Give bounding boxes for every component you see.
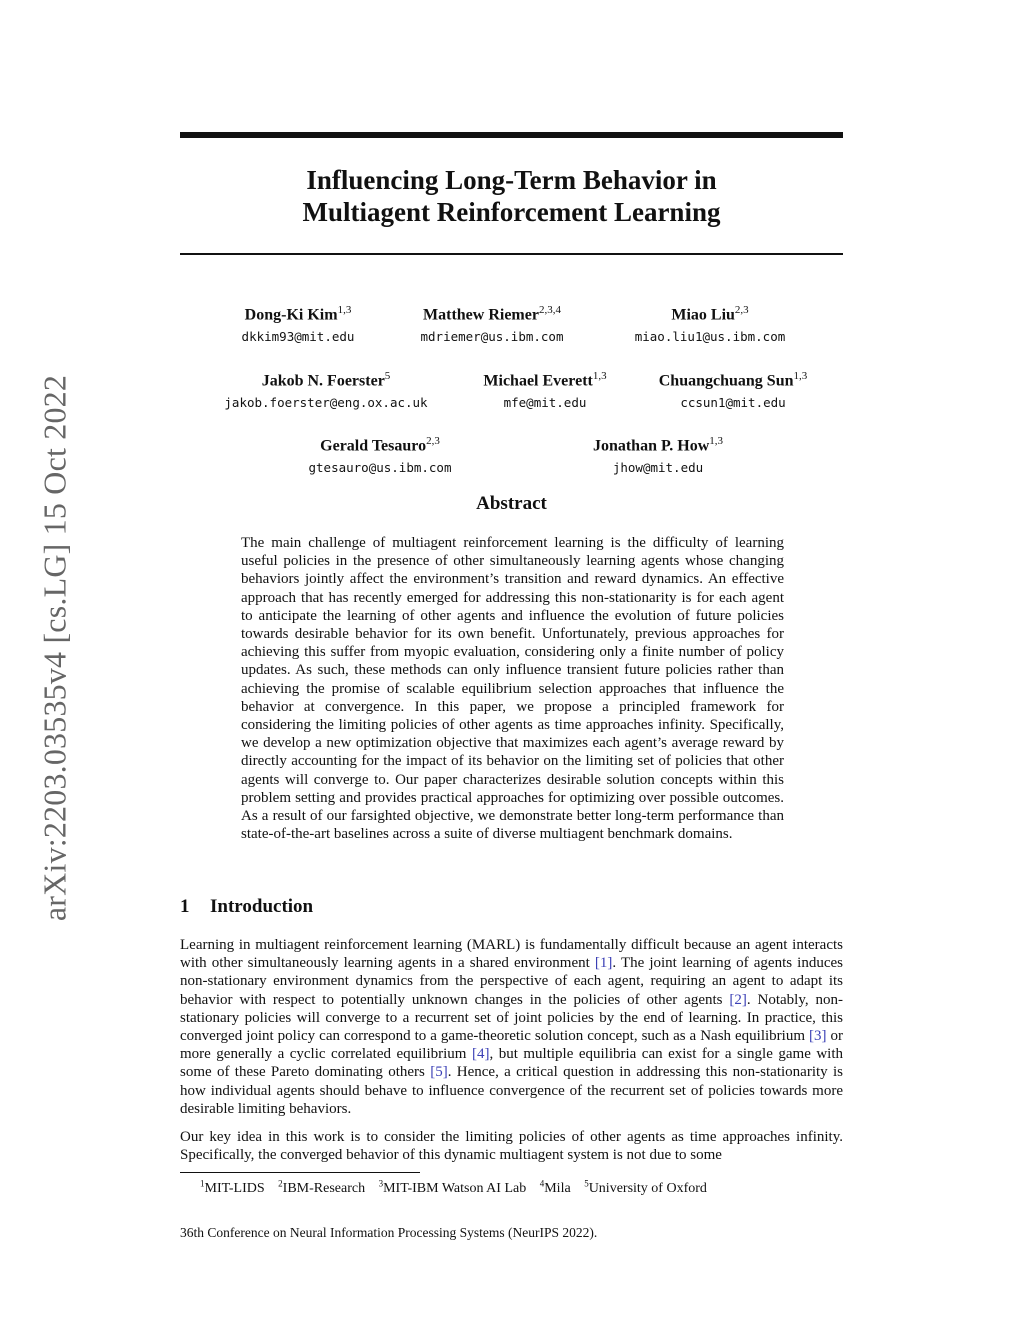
affiliation-footnotes xyxy=(200,1178,717,1197)
author-block xyxy=(528,432,788,475)
title-bottom-rule xyxy=(180,253,843,255)
footnote-item: $^5$University of Oxford xyxy=(584,1178,707,1196)
paper-title xyxy=(180,164,843,228)
citation-link[interactable]: [1] xyxy=(594,955,613,972)
section-number: 1 xyxy=(180,896,190,917)
author-name: Matthew Riemer$^{2,3,4}$ xyxy=(423,304,561,324)
author-name: Jakob N. Foerster$^5$ xyxy=(261,370,391,390)
paragraph: Our key idea in this work is to consider the limiting policies of other agents as time approaches infinity. Specifically, the converged behavior of this dynamic multiagent system is not due to some xyxy=(180,1129,843,1164)
author-name: Miao Liu$^{2,3}$ xyxy=(671,304,749,324)
author-email[interactable]: jakob.foerster@eng.ox.ac.uk xyxy=(224,395,428,411)
author-email[interactable]: gtesauro@us.ibm.com xyxy=(308,460,452,476)
citation-link[interactable]: [5] xyxy=(430,1064,448,1081)
author-email[interactable]: dkkim93@mit.edu xyxy=(241,329,355,345)
author-email[interactable]: mfe@mit.edu xyxy=(503,395,587,411)
title-top-rule xyxy=(180,132,843,138)
author-block xyxy=(250,432,510,475)
author-name: Jonathan P. How$^{1,3}$ xyxy=(592,435,724,455)
footnote-item: $^1$MIT-LIDS xyxy=(200,1178,265,1196)
arxiv-identifier: arXiv:2203.03535v4 [cs.LG] 15 Oct 2022 xyxy=(36,374,73,922)
author-name: Gerald Tesauro$^{2,3}$ xyxy=(320,435,440,455)
footnote-item: $^4$Mila xyxy=(539,1178,571,1196)
citation-link[interactable]: [2] xyxy=(729,991,747,1008)
author-name: Chuangchuang Sun$^{1,3}$ xyxy=(658,370,808,390)
citation-link[interactable]: [3] xyxy=(809,1028,827,1045)
author-name: Dong-Ki Kim$^{1,3}$ xyxy=(244,304,352,324)
footnote-rule xyxy=(180,1172,420,1173)
author-block xyxy=(580,301,840,344)
title-line-2: Multiagent Reinforcement Learning xyxy=(302,197,721,227)
footnote-item: $^3$MIT-IBM Watson AI Lab xyxy=(378,1178,527,1196)
author-name: Michael Everett$^{1,3}$ xyxy=(483,370,607,390)
footnote-item: $^2$IBM-Research xyxy=(278,1178,366,1196)
author-email[interactable]: miao.liu1@us.ibm.com xyxy=(634,329,786,345)
abstract-text: The main challenge of multiagent reinforcement learning is the difficulty of learning useful policies in the presence of other simultaneously learning agents whose changing behaviors jointly affect the environment’s transition and reward dynamics. An effective approach that has recently emerged for addressing this non-stationarity is for each agent to anticipate the learning of other agents and influence the evolution of future policies towards desirable behavior for its own benefit. Unfortunately, previous approaches for achieving this suffer from myopic evaluation, considering only a finite number of policy updates. As such, these methods can only influence transient future policies rather than achieving the promise of scalable equilibrium selection approaches that influence the behavior at convergence. In this paper, we propose a principled framework for considering the limiting policies of other agents as time approaches infinity. Specifically, we develop a new optimization objective that maximizes each agent’s average reward by directly accounting for the impact of its behavior on the limiting set of policies that other agents will converge to. Our paper characterizes desirable solution concepts within this problem setting and provides practical approaches for optimizing over possible outcomes. As a result of our farsighted objective, we demonstrate better long-term performance than state-of-the-art baselines across a suite of diverse multiagent benchmark domains. xyxy=(241,535,784,843)
author-email[interactable]: jhow@mit.edu xyxy=(612,460,704,476)
author-email[interactable]: ccsun1@mit.edu xyxy=(680,395,786,411)
author-block xyxy=(603,367,863,410)
title-line-1: Influencing Long-Term Behavior in xyxy=(306,165,717,195)
section-heading xyxy=(180,896,313,918)
conference-note: 36th Conference on Neural Information Processing Systems (NeurIPS 2022). xyxy=(180,1225,598,1240)
section-title: Introduction xyxy=(210,896,314,917)
citation-link[interactable]: [4] xyxy=(471,1046,490,1063)
abstract-heading: Abstract xyxy=(476,493,547,514)
paragraph: Learning in multiagent reinforcement learning (MARL) is fundamentally difficult because an agent interacts with other simultaneously learning agents in a shared environment [1]. The joint learning of agents induces non-stationary environment dynamics from the perspective of each agent, requiring an agent to adapt its behavior with respect to potentially unknown changes in the policies of other agents [2]. Notably, non-stationary policies will converge to a recurrent set of joint policies by the end of learning. In practice, this converged joint policy can correspond to a game-theoretic solution concept, such as a Nash equilibrium [3] or more generally a cyclic correlated equilibrium [4], but multiple equilibria can exist for a single game with some of these Pareto dominating others [5]. Hence, a critical question in addressing this non-stationarity is how individual agents should behave to influence convergence of the recurrent set of policies towards more desirable limiting behaviors. xyxy=(180,937,844,1117)
author-email[interactable]: mdriemer@us.ibm.com xyxy=(420,329,564,345)
